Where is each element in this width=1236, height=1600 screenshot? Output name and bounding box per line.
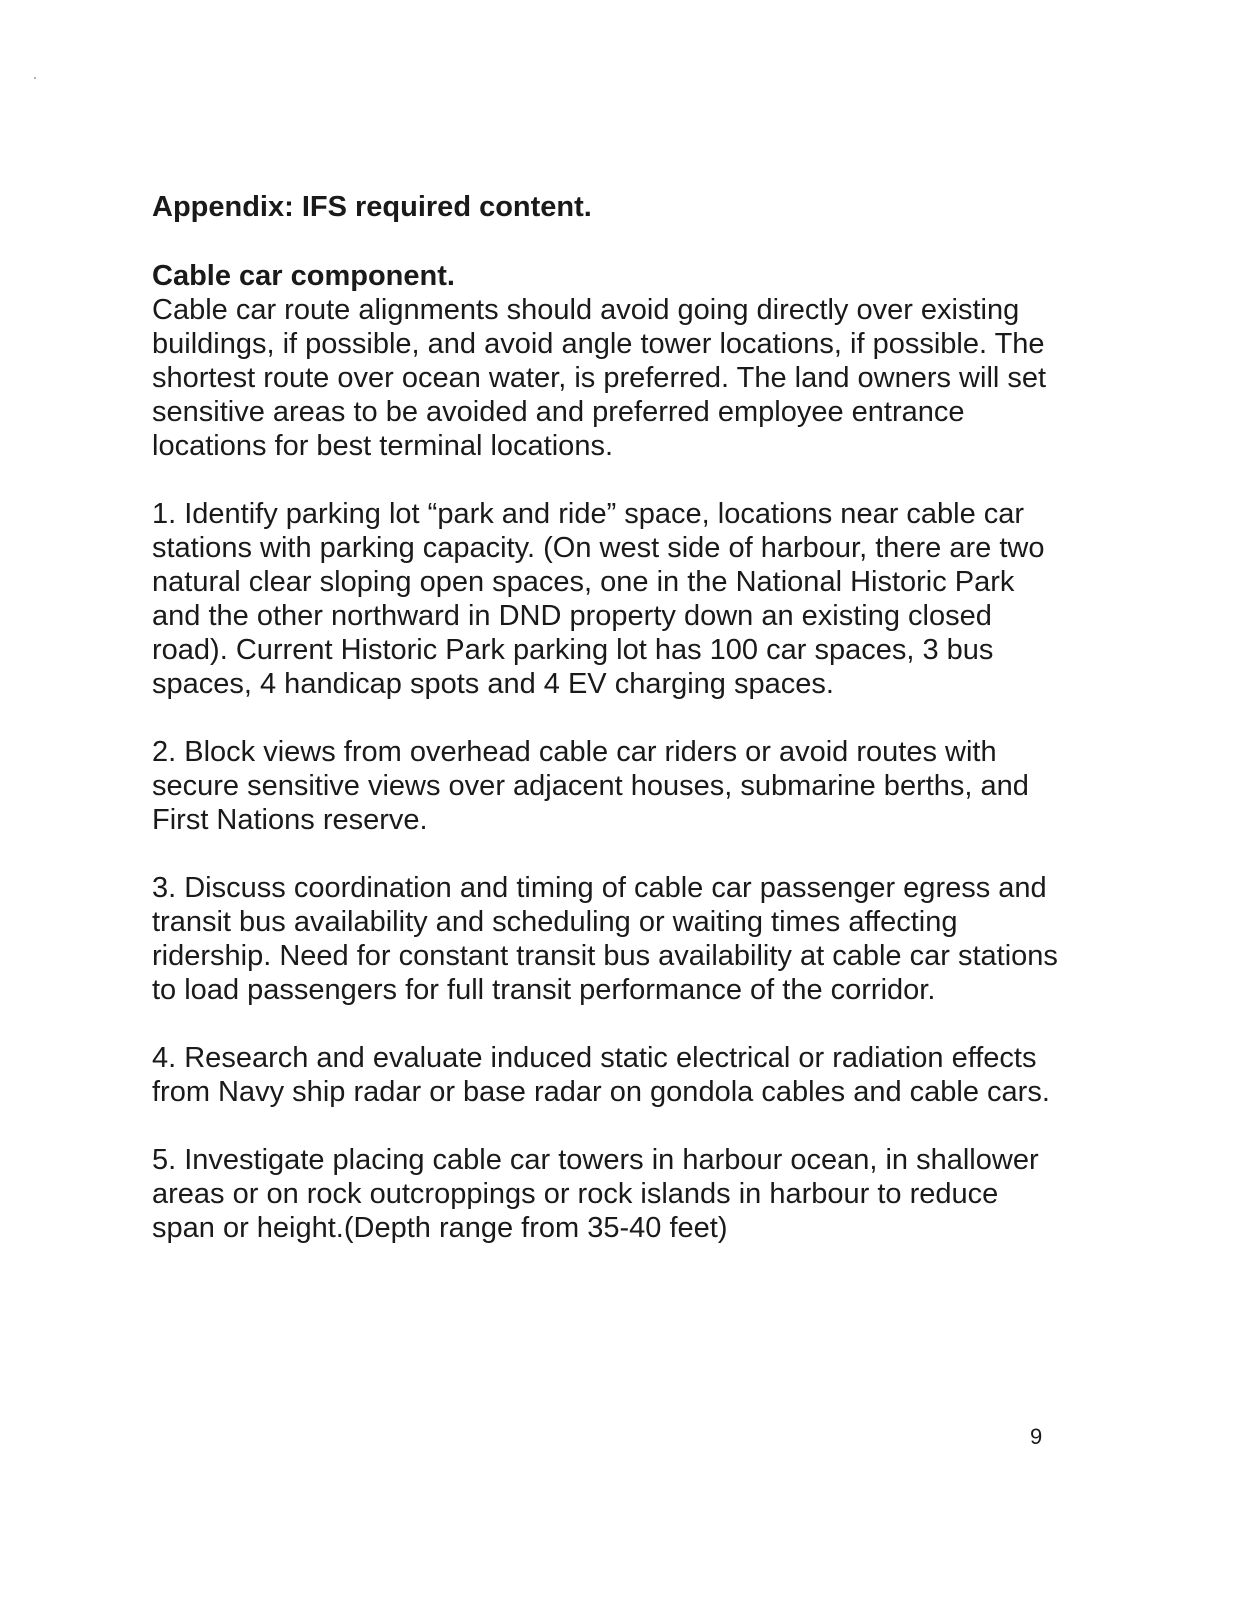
list-item-1: 1. Identify parking lot “park and ride” space, locations near cable car stations with parking capacity. (On west side of harbour, there are two natural clear sloping open spaces, one in the National Historic Park and the other northward in DND property down an existing closed road). Current Historic Park parking lot has 100 car spaces, 3 bus spaces, 4 handicap spots and 4 EV charging spaces. [152, 498, 1045, 700]
list-item-2: 2. Block views from overhead cable car riders or avoid routes with secure sensitive views over adjacent houses, submarine berths, and First Nations reserve. [152, 736, 1029, 836]
list-item-5: 5. Investigate placing cable car towers in harbour ocean, in shallower areas or on rock outcroppings or rock islands in harbour to reduce span or height.(Depth range from 35-40 feet) [152, 1144, 1039, 1244]
document-body [152, 190, 1062, 1279]
intro-paragraph: Cable car route alignments should avoid going directly over existing buildings, if possible, and avoid angle tower locations, if possible. The shortest route over ocean water, is preferred. The land owners will set sensitive areas to be avoided and preferred employee entrance locations for best terminal locations. [152, 294, 1047, 462]
list-item-4: 4. Research and evaluate induced static electrical or radiation effects from Navy ship radar or base radar on gondola cables and cable cars. [152, 1042, 1050, 1108]
scan-speck [34, 77, 36, 79]
appendix-title: Appendix: IFS required content. [152, 191, 592, 223]
section-heading: Cable car component. [152, 260, 455, 292]
page-number: 9 [1030, 1424, 1043, 1449]
list-item-3: 3. Discuss coordination and timing of cable car passenger egress and transit bus availability and scheduling or waiting times affecting ridership. Need for constant transit bus availability at cable car stations to load passengers for full transit performance of the corridor. [152, 872, 1058, 1006]
